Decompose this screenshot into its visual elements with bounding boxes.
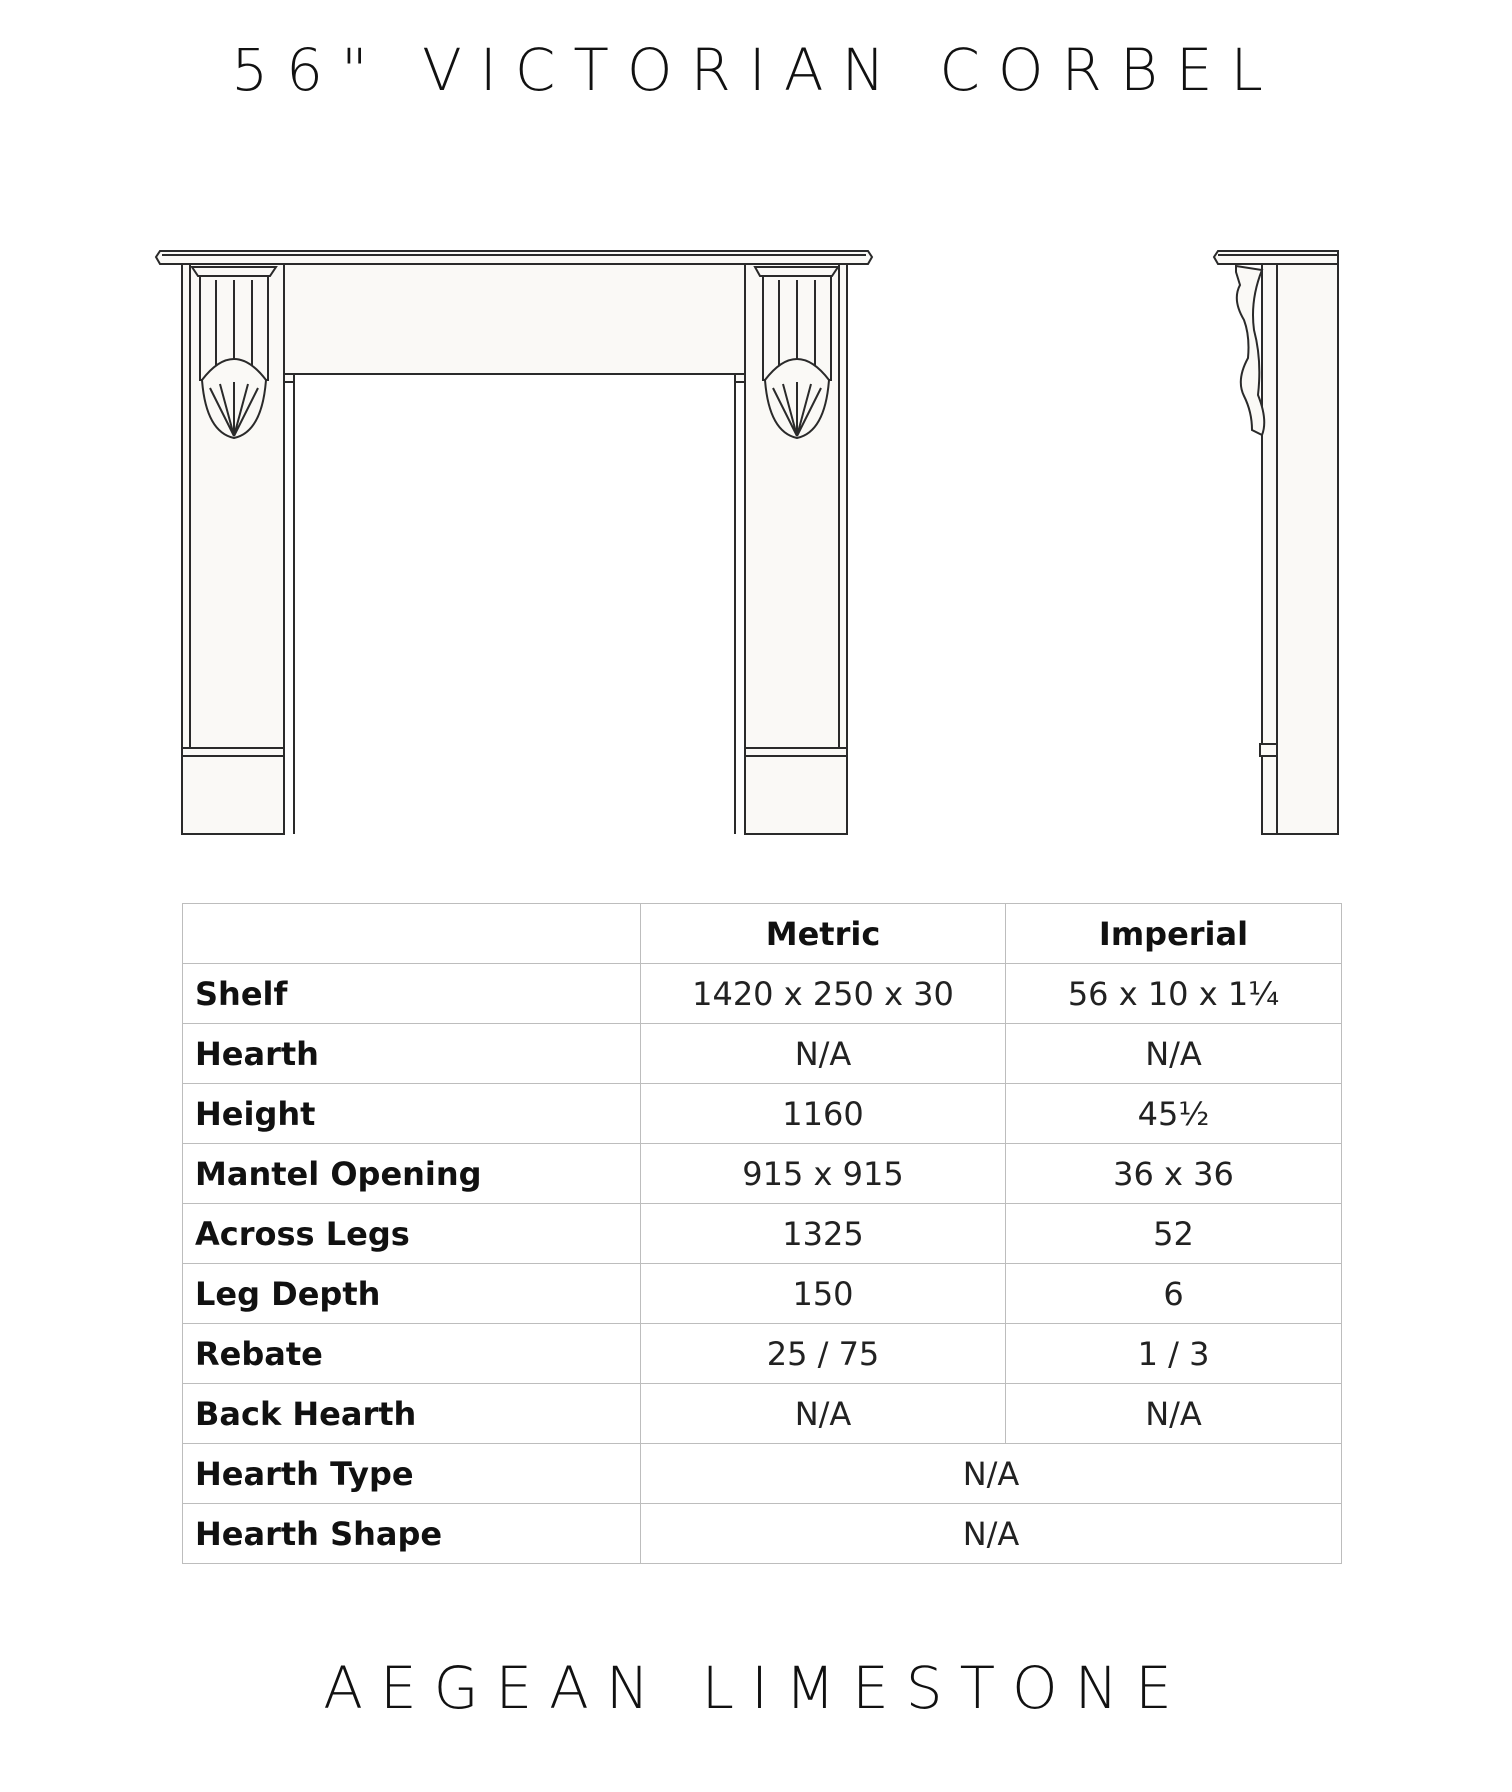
table-row (183, 1324, 1342, 1384)
specs-table (182, 903, 1342, 1564)
metric-value: 1160 (641, 1084, 1006, 1144)
metric-value: N/A (641, 1024, 1006, 1084)
imperial-value: 52 (1006, 1204, 1342, 1264)
metric-value: N/A (641, 1384, 1006, 1444)
row-label: Mantel Opening (183, 1144, 641, 1204)
metric-value: 150 (641, 1264, 1006, 1324)
imperial-value: 1 / 3 (1006, 1324, 1342, 1384)
side-shelf (1214, 251, 1338, 264)
row-label: Across Legs (183, 1204, 641, 1264)
imperial-value: N/A (1006, 1384, 1342, 1444)
side-corbel-profile (1236, 266, 1264, 435)
front-view (156, 251, 872, 834)
front-right-plinth (745, 748, 847, 834)
combined-value: N/A (641, 1504, 1342, 1564)
page-title: 56" VICTORIAN CORBEL (231, 36, 1281, 104)
imperial-value: 6 (1006, 1264, 1342, 1324)
metric-value: 25 / 75 (641, 1324, 1006, 1384)
combined-value: N/A (641, 1444, 1342, 1504)
header-imperial: Imperial (1006, 904, 1342, 964)
row-label: Rebate (183, 1324, 641, 1384)
metric-value: 915 x 915 (641, 1144, 1006, 1204)
table-row (183, 1264, 1342, 1324)
side-view (1214, 251, 1338, 834)
side-leg (1277, 264, 1338, 834)
metric-value: 1420 x 250 x 30 (641, 964, 1006, 1024)
imperial-value: N/A (1006, 1024, 1342, 1084)
row-label: Hearth Shape (183, 1504, 641, 1564)
front-left-plinth (182, 748, 284, 834)
table-row (183, 1024, 1342, 1084)
brand-footer: AEGEAN LIMESTONE (323, 1654, 1189, 1722)
imperial-value: 56 x 10 x 1¼ (1006, 964, 1342, 1024)
row-label: Height (183, 1084, 641, 1144)
table-row (183, 964, 1342, 1024)
row-label: Hearth Type (183, 1444, 641, 1504)
header-empty (183, 904, 641, 964)
front-opening (294, 382, 735, 834)
table-row (183, 1504, 1342, 1564)
table-row (183, 1204, 1342, 1264)
row-label: Leg Depth (183, 1264, 641, 1324)
table-row (183, 1384, 1342, 1444)
front-shelf (156, 251, 872, 264)
row-label: Hearth (183, 1024, 641, 1084)
header-metric: Metric (641, 904, 1006, 964)
imperial-value: 36 x 36 (1006, 1144, 1342, 1204)
table-row (183, 1084, 1342, 1144)
row-label: Back Hearth (183, 1384, 641, 1444)
metric-value: 1325 (641, 1204, 1006, 1264)
table-row (183, 1444, 1342, 1504)
imperial-value: 45½ (1006, 1084, 1342, 1144)
table-row (183, 1144, 1342, 1204)
row-label: Shelf (183, 964, 641, 1024)
table-header-row (183, 904, 1342, 964)
mantel-drawing (0, 0, 1512, 880)
